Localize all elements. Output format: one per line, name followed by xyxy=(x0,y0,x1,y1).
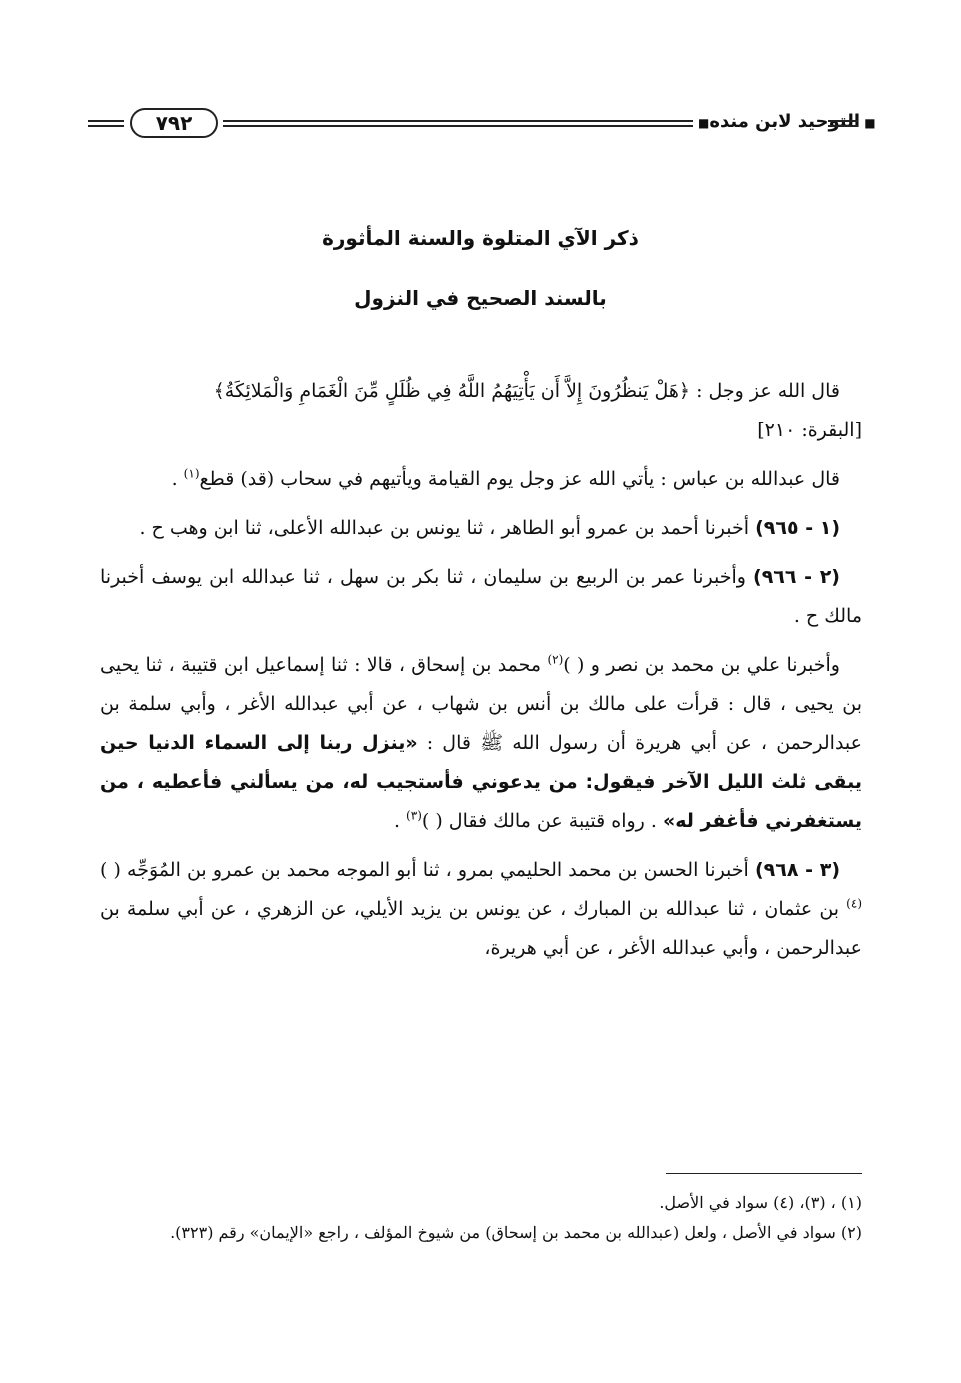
footnote-item: (٢) سواد في الأصل ، ولعل (عبدالله بن محمد بن إسحاق) من شيوخ المؤلف ، راجع «الإيمان» رقم (٣٢٣). xyxy=(170,1223,862,1242)
footnote-separator xyxy=(666,1173,862,1174)
quran-verse: ﴿هَلْ يَنظُرُونَ إِلاَّ أَن يَأْتِيَهُمُ اللَّهُ فِي ظُلَلٍ مِّنَ الْغَمَامِ وَالْمَلائِكَةُ﴾ xyxy=(213,380,691,402)
body-text xyxy=(100,372,862,978)
footnote-marker: (٤) xyxy=(846,896,862,911)
hadith-968-paragraph xyxy=(100,851,862,968)
running-header xyxy=(88,108,861,144)
hadith-966-text: وأخبرنا عمر بن الربيع بن سليمان ، ثنا بكر بن سهل ، ثنا عبدالله ابن يوسف أخبرنا مالك ح . xyxy=(100,566,862,627)
ali-text-a: وأخبرنا علي بن محمد بن نصر و ( ) xyxy=(563,654,840,676)
quran-reference: [البقرة: ٢١٠] xyxy=(757,419,862,441)
footnote-marker: (٢) xyxy=(547,652,564,667)
chapter-heading-line1: ذكر الآي المتلوة والسنة المأثورة xyxy=(322,226,639,250)
running-title: ■ التوحيد لابن منده ■ xyxy=(698,108,826,138)
hadith-966-paragraph xyxy=(100,558,862,636)
page-number: ٧٩٢ xyxy=(130,108,218,138)
ibn-abbas-paragraph: قال عبدالله بن عباس : يأتي الله عز وجل يوم القيامة ويأتيهم في سحاب (قد) قطع$^{(١)}$ . xyxy=(171,466,840,490)
ali-text-c: . رواه قتيبة عن مالك فقال ( ) xyxy=(421,810,657,832)
quran-paragraph xyxy=(100,372,862,450)
header-rule-left xyxy=(88,120,124,127)
quran-intro: قال الله عز وجل : xyxy=(696,380,840,402)
hadith-matn: «ينزل ربنا إلى السماء الدنيا حين يبقى ثلث الليل الآخر فيقول: من يدعوني فأستجيب له، من يسألني فأعطيه ، من يستغفرني فأغفر له» xyxy=(100,732,862,832)
hadith-968-text-b: بن عثمان ، ثنا عبدالله بن المبارك ، عن يونس بن يزيد الأيلي، عن الزهري ، عن أبي سلمة بن عبدالرحمن ، وأبي عبدالله الأغر ، عن أبي هريرة، xyxy=(100,898,862,959)
footnotes xyxy=(100,1188,862,1248)
ali-paragraph: وأخبرنا علي بن محمد بن نصر و ( )$^{(٢)}$ محمد بن إسحاق ، قالا : ثنا إسماعيل ابن قتيبة ، ثنا يحيى بن يحيى ، قال : قرأت على مالك بن أنس بن شهاب ، عن أبي عبدالله الأغر ، وأبي سلمة بن عبدالرحمن ، عن أبي هريرة أن رسول الله ﷺ قال : «ينزل ربنا إلى السماء الدنيا حين يبقى ثلث الليل الآخر فيقول: من يدعوني فأستجيب له، من يسألني فأعطيه ، من يستغفرني فأغفر له» . رواه قتيبة عن مالك فقال ( )$^{(٣)}$ . xyxy=(100,652,862,832)
ali-text-b: محمد بن إسحاق ، قالا : ثنا إسماعيل ابن قتيبة ، ثنا يحيى بن يحيى ، قال : قرأت على مالك بن أنس بن شهاب ، عن أبي عبدالله الأغر ، وأبي سلمة بن عبدالرحمن ، عن أبي هريرة أن رسول الله ﷺ قال : xyxy=(100,654,862,754)
hadith-968-text-a: أخبرنا الحسن بن محمد الحليمي بمرو ، ثنا أبو الموجه محمد بن عمرو بن المُوَجِّه ( ) xyxy=(100,859,749,881)
hadith-number: (١ - ٩٦٥) xyxy=(755,517,840,539)
footnote-marker: (١) xyxy=(183,466,200,481)
header-rule-right xyxy=(828,120,858,127)
header-rule-middle xyxy=(223,120,693,127)
hadith-965-paragraph xyxy=(100,509,862,548)
hadith-965-text: أخبرنا أحمد بن عمرو أبو الطاهر ، ثنا يونس بن عبدالله الأعلى، ثنا ابن وهب ح . xyxy=(139,517,750,539)
footnote-marker: (٣) xyxy=(406,808,422,823)
chapter-heading-line2: بالسند الصحيح في النزول xyxy=(354,286,607,310)
ibn-abbas-text: قال عبدالله بن عباس : يأتي الله عز وجل يوم القيامة ويأتيهم في سحاب (قد) قطع xyxy=(199,468,840,490)
hadith-number: (٣ - ٩٦٨) xyxy=(754,859,840,881)
hadith-number: (٢ - ٩٦٦) xyxy=(753,566,840,588)
footnote-item: (١) ، (٣)، (٤) سواد في الأصل. xyxy=(659,1193,862,1212)
